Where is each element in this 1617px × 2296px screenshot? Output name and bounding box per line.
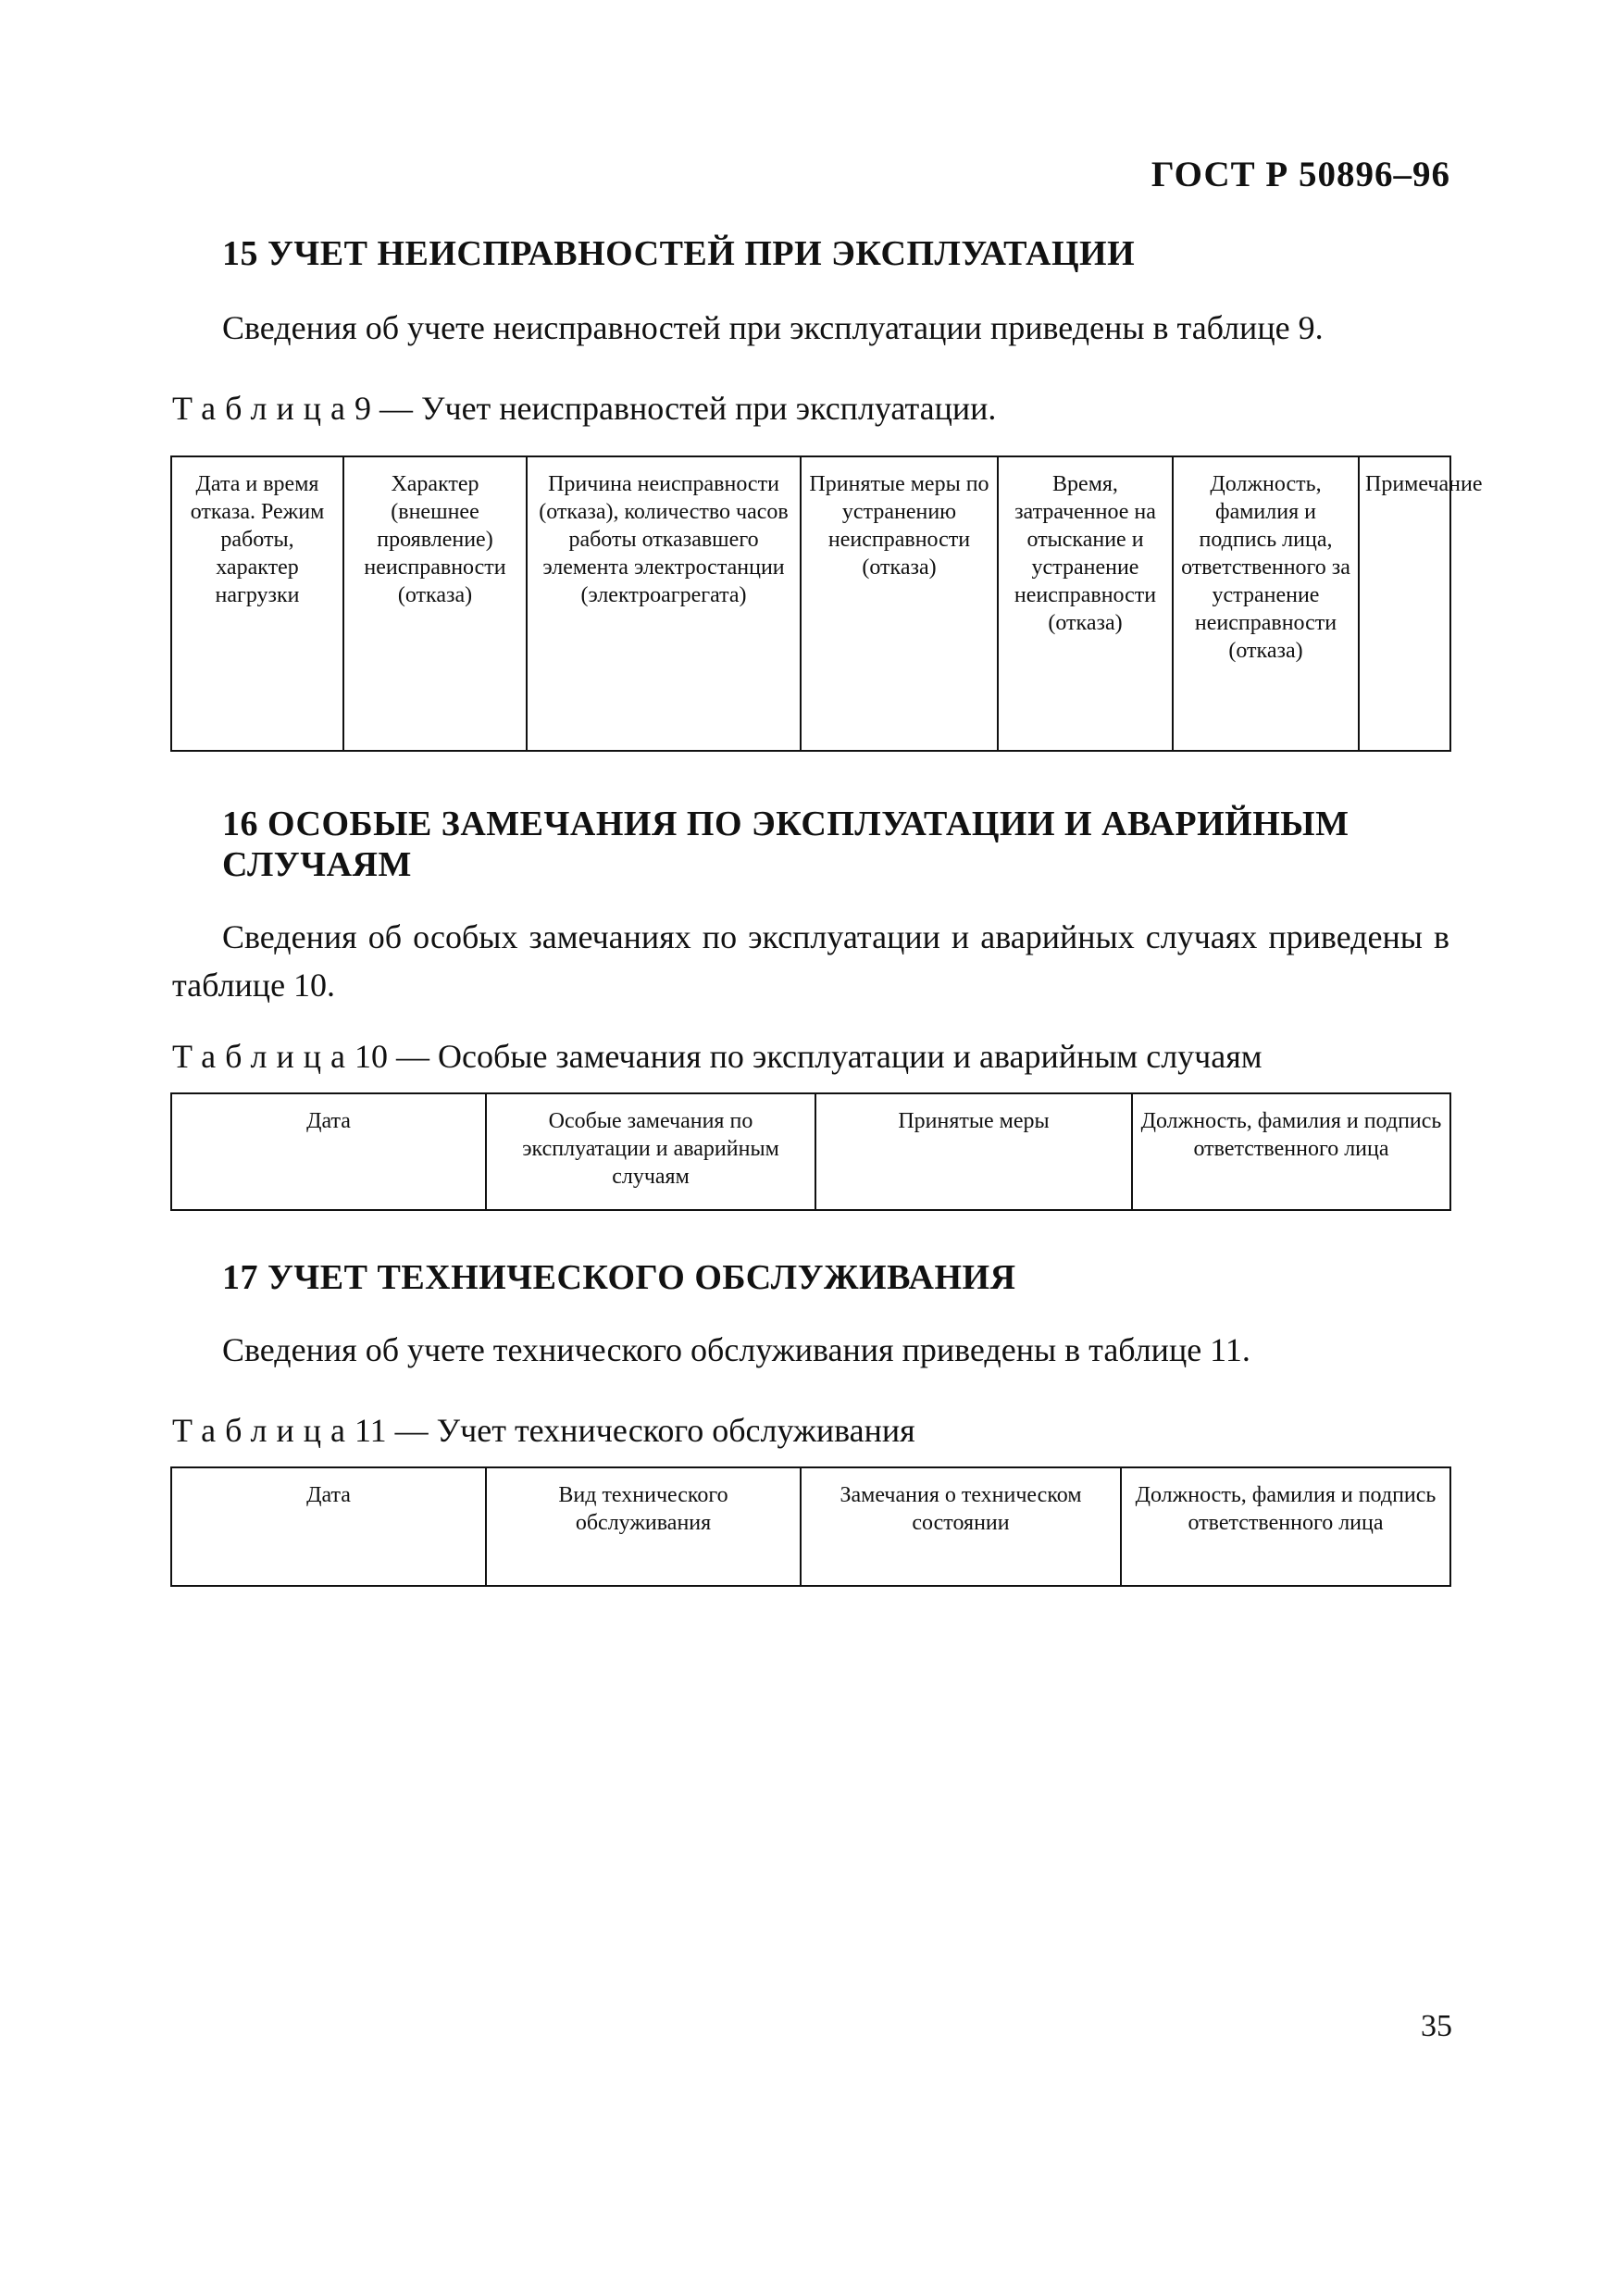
table-9 (170, 455, 1483, 752)
table-10 (170, 1092, 1451, 1211)
table-header-cell: Время, затраченное на отыскание и устранение неисправности (отказа) (998, 456, 1173, 751)
table-caption-number: 11 (354, 1412, 387, 1449)
table-header-cell: Примечание (1359, 456, 1450, 751)
table-caption-title: — Учет технического обслуживания (394, 1412, 915, 1449)
table-header-row (171, 1467, 1450, 1586)
section-15-paragraph: Сведения об учете неисправностей при эксплуатации приведены в таблице 9. (222, 309, 1324, 346)
table-header-cell: Дата (171, 1093, 486, 1210)
section-17-heading: 17 УЧЕТ ТЕХНИЧЕСКОГО ОБСЛУЖИВАНИЯ (222, 1258, 1016, 1297)
table-header-cell: Дата (171, 1467, 486, 1586)
table-header-cell: Принятые меры по устранению неисправности (отказа) (801, 456, 998, 751)
table-caption-number: 9 (354, 390, 371, 427)
table-header-row (171, 456, 1450, 751)
table-header-row (171, 1093, 1450, 1210)
table-header-cell: Должность, фамилия и подпись лица, ответственного за устранение неисправности (отказа) (1173, 456, 1359, 751)
table-caption-word: Таблица (172, 390, 354, 427)
table-header-cell: Особые замечания по эксплуатации и аварийным случаям (486, 1093, 815, 1210)
table-9-caption (172, 389, 996, 428)
table-caption-word: Таблица (172, 1038, 354, 1075)
page-number: 35 (1421, 2009, 1452, 2043)
table-header-cell: Замечания о техническом состоянии (801, 1467, 1121, 1586)
table-10-caption (172, 1037, 1263, 1076)
table-caption-number: 10 (354, 1038, 388, 1075)
section-16-heading: 16 ОСОБЫЕ ЗАМЕЧАНИЯ ПО ЭКСПЛУАТАЦИИ И АВАРИЙНЫМ СЛУЧАЯМ (222, 805, 1350, 884)
table-caption-title: — Учет неисправностей при эксплуатации. (379, 390, 997, 427)
table-header-cell: Дата и время отказа. Режим работы, характер нагрузки (171, 456, 343, 751)
table-caption-word: Таблица (172, 1412, 354, 1449)
table-11-caption (172, 1411, 915, 1450)
table-header-cell: Вид технического обслуживания (486, 1467, 801, 1586)
table-caption-title: — Особые замечания по эксплуатации и аварийным случаям (395, 1038, 1263, 1075)
table-header-cell: Должность, фамилия и подпись ответственного лица (1132, 1093, 1450, 1210)
section-17-paragraph: Сведения об учете технического обслуживания приведены в таблице 11. (222, 1331, 1250, 1368)
table-header-cell: Причина неисправности (отказа), количество часов работы отказавшего элемента электростанции (электроагрегата) (527, 456, 801, 751)
section-16-paragraph: Сведения об особых замечаниях по эксплуатации и аварийных случаях приведены в таблице 10. (172, 918, 1449, 1004)
document-code: ГОСТ Р 50896–96 (1151, 155, 1450, 194)
section-15-heading: 15 УЧЕТ НЕИСПРАВНОСТЕЙ ПРИ ЭКСПЛУАТАЦИИ (222, 234, 1136, 273)
table-header-cell: Характер (внешнее проявление) неисправности (отказа) (343, 456, 527, 751)
table-header-cell: Принятые меры (815, 1093, 1132, 1210)
table-11 (170, 1466, 1451, 1587)
table-header-cell: Должность, фамилия и подпись ответственного лица (1121, 1467, 1450, 1586)
